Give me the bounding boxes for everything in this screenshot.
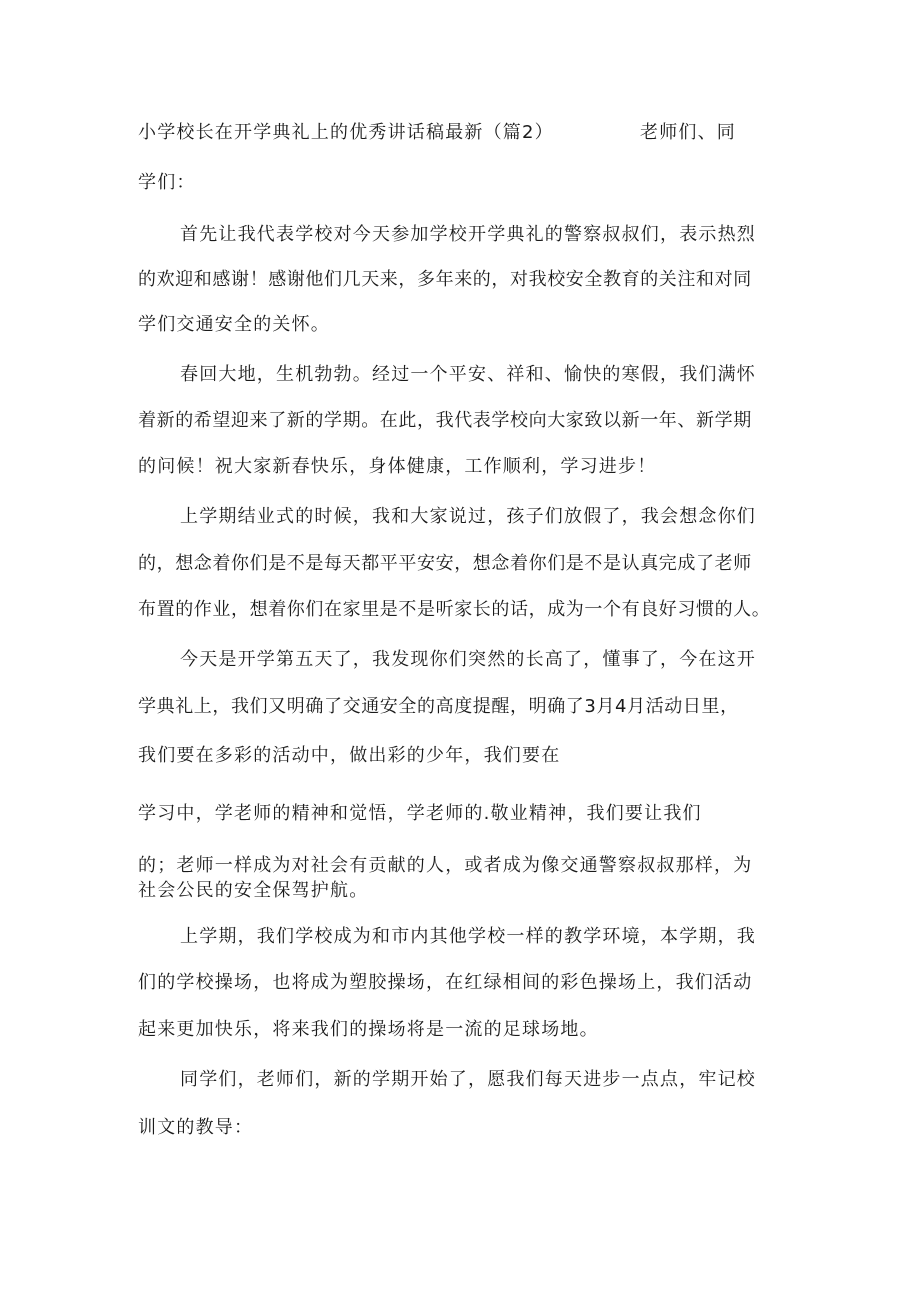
paragraph-line: 们的学校操场，也将成为塑胶操场，在红绿相间的彩色操场上，我们活动 (138, 972, 753, 993)
document-title: 小学校长在开学典礼上的优秀讲话稿最新（篇2） (138, 122, 554, 143)
paragraph-line: 的，想念着你们是不是每天都平平安安，想念着你们是不是认真完成了老师 (138, 553, 752, 574)
paragraph-line: 训文的教导： (138, 1117, 254, 1138)
paragraph-line: 社会公民的安全保驾护航。 (138, 880, 369, 901)
greeting-part1: 老师们、同 (640, 122, 736, 143)
paragraph-line: 布置的作业，想着你们在家里是不是听家长的话，成为一个有良好习惯的人。 (138, 599, 771, 620)
paragraph-line: 的问候！祝大家新春快乐，身体健康，工作顺利，学习进步！ (138, 456, 657, 477)
paragraph-line: 学习中，学老师的精神和觉悟，学老师的.敬业精神，我们要让我们 (138, 803, 702, 824)
paragraph-line: 起来更加快乐，将来我们的操场将是一流的足球场地。 (138, 1019, 599, 1040)
greeting-part2: 学们： (138, 172, 196, 193)
paragraph-line: 学典礼上，我们又明确了交通安全的高度提醒，明确了3月4月活动日里， (138, 696, 739, 717)
paragraph-line: 上学期，我们学校成为和市内其他学校一样的教学环境，本学期，我 (180, 926, 756, 947)
paragraph-line: 同学们，老师们，新的学期开始了，愿我们每天进步一点点，牢记校 (180, 1069, 756, 1090)
paragraph-line: 上学期结业式的时候，我和大家说过，孩子们放假了，我会想念你们 (180, 506, 756, 527)
paragraph-line: 今天是开学第五天了，我发现你们突然的长高了，懂事了，今在这开 (180, 649, 756, 670)
paragraph-line: 我们要在多彩的活动中，做出彩的少年，我们要在 (138, 745, 561, 766)
paragraph-line: 着新的希望迎来了新的学期。在此，我代表学校向大家致以新一年、新学期 (138, 410, 752, 431)
paragraph-line: 学们交通安全的关怀。 (138, 314, 330, 335)
paragraph-line: 春回大地，生机勃勃。经过一个平安、祥和、愉快的寒假，我们满怀 (180, 364, 756, 385)
paragraph-line: 首先让我代表学校对今天参加学校开学典礼的警察叔叔们，表示热烈 (180, 224, 756, 245)
paragraph-line: 的欢迎和感谢！感谢他们几天来，多年来的，对我校安全教育的关注和对同 (138, 269, 752, 290)
paragraph-line: 的；老师一样成为对社会有贡献的人，或者成为像交通警察叔叔那样，为 (138, 855, 753, 876)
